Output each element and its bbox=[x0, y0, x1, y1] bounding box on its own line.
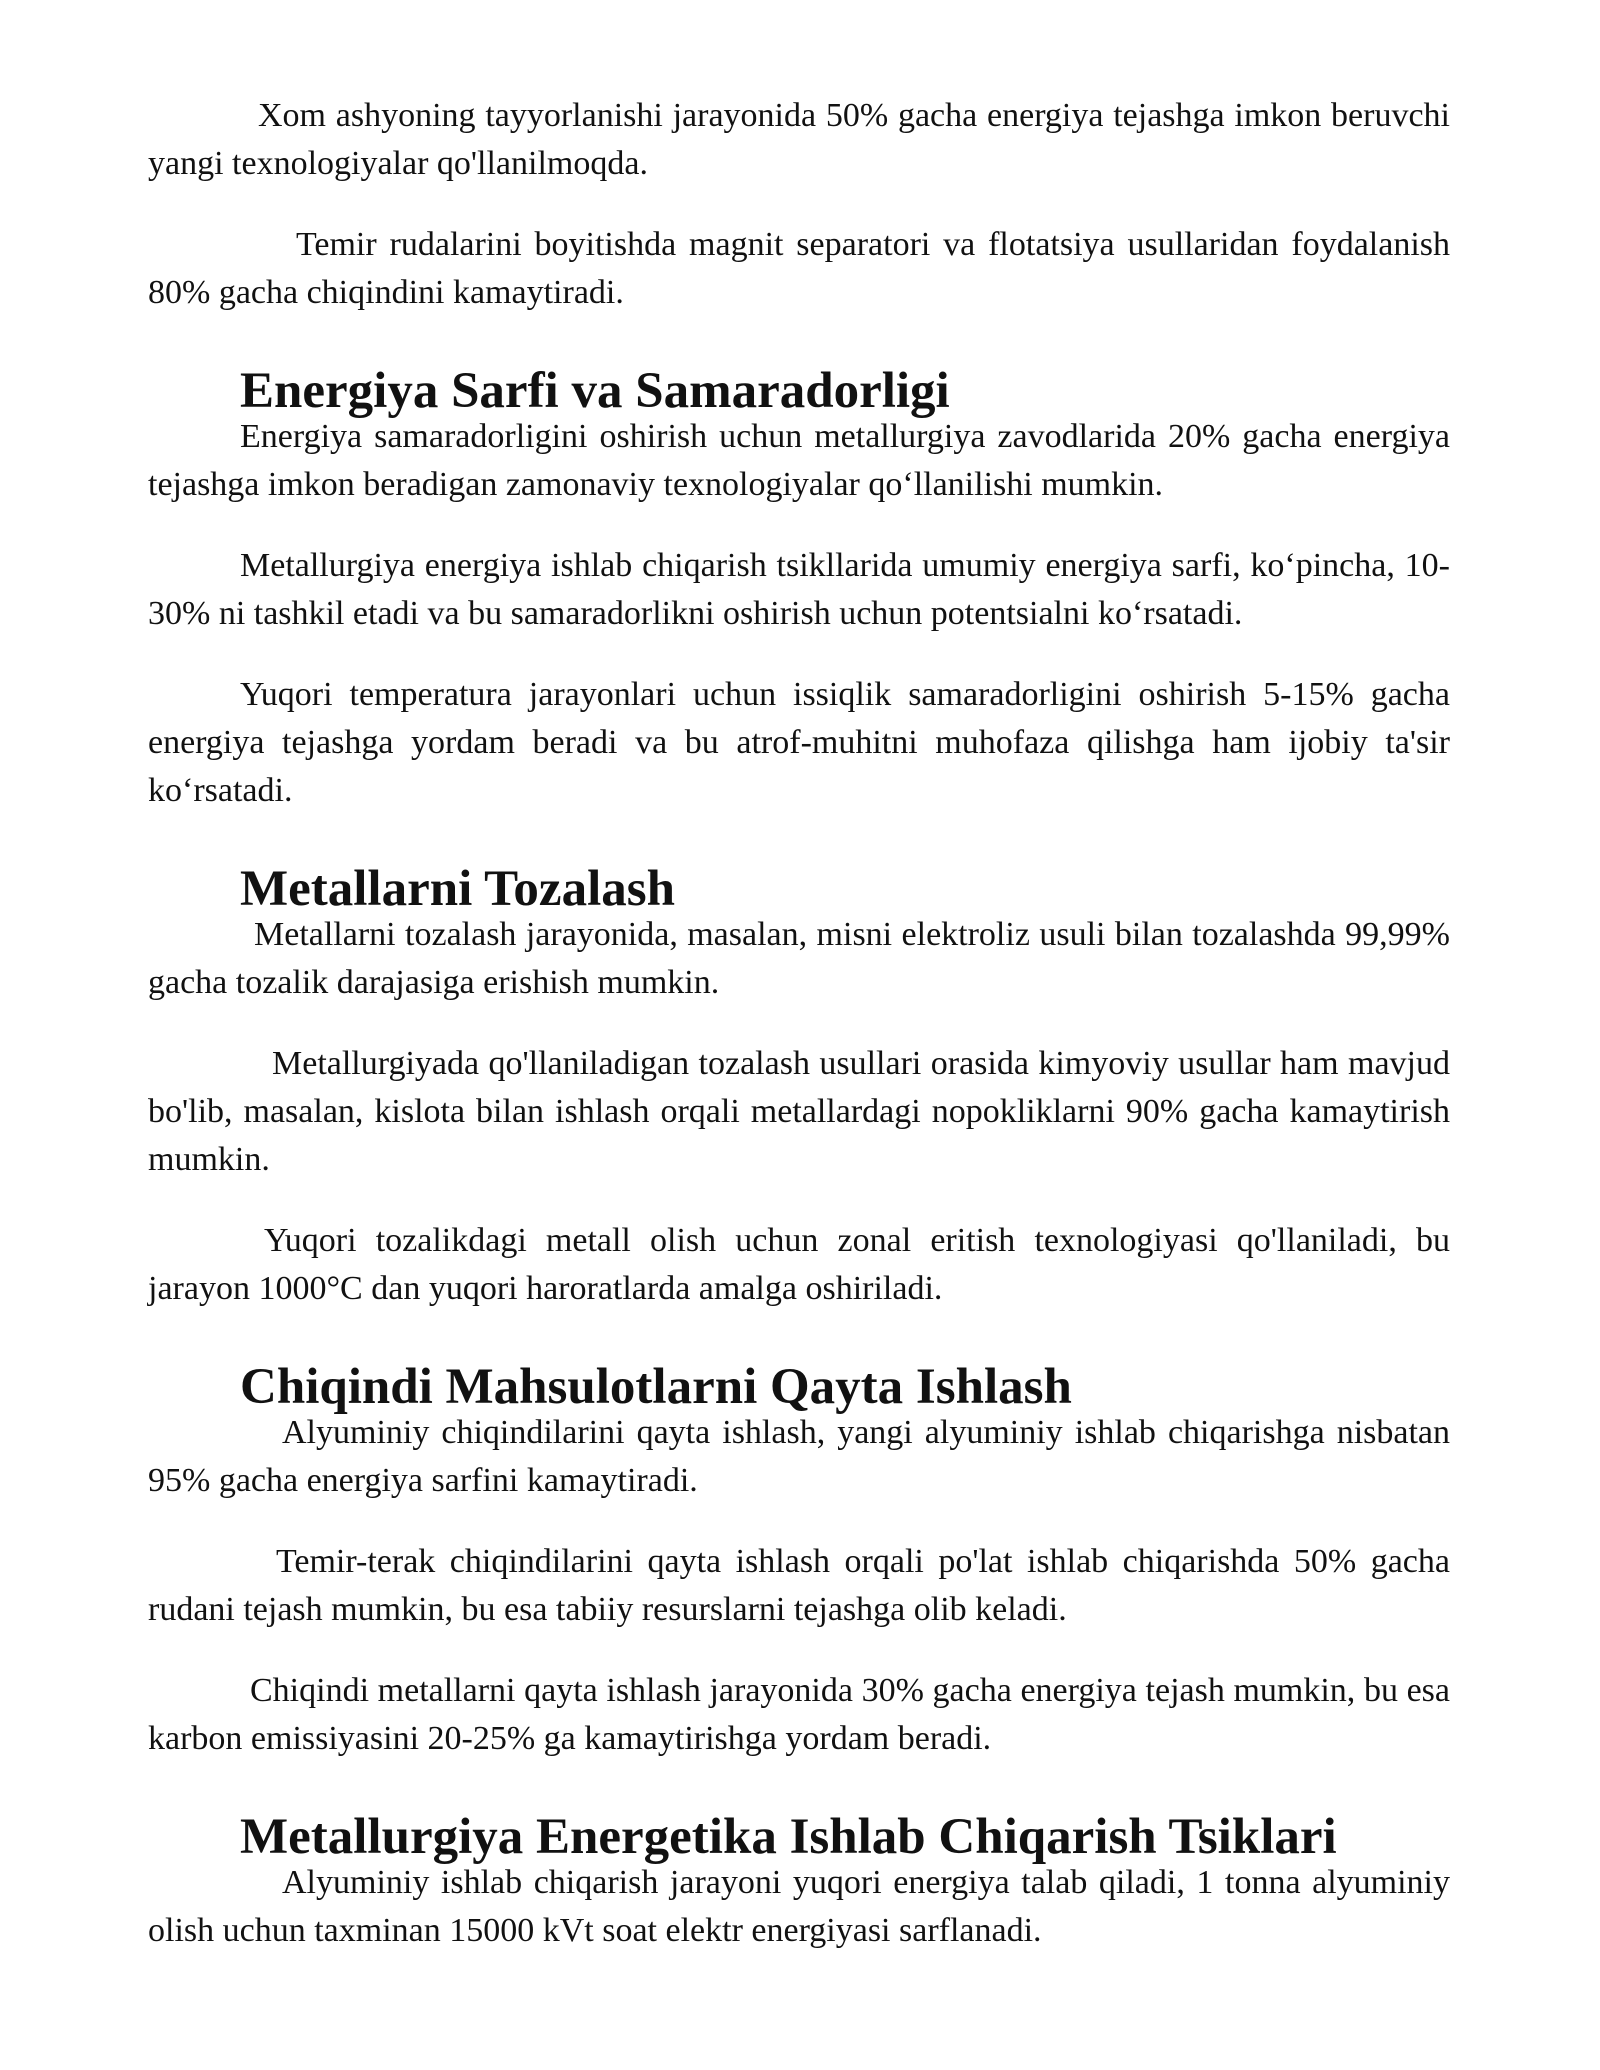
section-heading: Metallarni Tozalash bbox=[240, 861, 675, 917]
paragraph: Chiqindi metallarni qayta ishlash jarayonida 30% gacha energiya tejash mumkin, bu esa karbon emissiyasini 20-25% ga kamaytirishga yordam beradi. bbox=[148, 1672, 1450, 1757]
paragraph: Alyuminiy chiqindilarini qayta ishlash, yangi alyuminiy ishlab chiqarishga nisbatan 95% gacha energiya sarfini kamaytiradi. bbox=[148, 1414, 1450, 1499]
paragraph: Metallurgiyada qo'llaniladigan tozalash usullari orasida kimyoviy usullar ham mavjud bo'lib, masalan, kislota bilan ishlash orqali metallardagi nopokliklarni 90% gacha kamaytirish mumkin. bbox=[148, 1045, 1450, 1178]
paragraph: Yuqori tozalikdagi metall olish uchun zonal eritish texnologiyasi qo'llaniladi, bu jarayon 1000°C dan yuqori haroratlarda amalga oshiriladi. bbox=[148, 1222, 1450, 1307]
document-page bbox=[148, 92, 1450, 1988]
paragraph: Metallarni tozalash jarayonida, masalan, misni elektroliz usuli bilan tozalashda 99,99% gacha tozalik darajasiga erishish mumkin. bbox=[148, 916, 1450, 1001]
paragraph: Energiya samaradorligini oshirish uchun metallurgiya zavodlarida 20% gacha energiya tejashga imkon beradigan zamonaviy texnologiyalar qo‘llanilishi mumkin. bbox=[148, 418, 1450, 503]
section-heading: Chiqindi Mahsulotlarni Qayta Ishlash bbox=[240, 1359, 1072, 1415]
paragraph: Temir rudalarini boyitishda magnit separatori va flotatsiya usullaridan foydalanish 80% gacha chiqindini kamaytiradi. bbox=[148, 226, 1450, 311]
section-heading: Energiya Sarfi va Samaradorligi bbox=[240, 363, 950, 419]
section-heading: Metallurgiya Energetika Ishlab Chiqarish Tsiklari bbox=[240, 1809, 1337, 1865]
paragraph: Temir-terak chiqindilarini qayta ishlash orqali po'lat ishlab chiqarishda 50% gacha rudani tejash mumkin, bu esa tabiiy resurslarni tejashga olib keladi. bbox=[148, 1543, 1450, 1628]
paragraph: Yuqori temperatura jarayonlari uchun issiqlik samaradorligini oshirish 5-15% gacha energiya tejashga yordam beradi va bu atrof-muhitni muhofaza qilishga ham ijobiy ta'sir ko‘rsatadi. bbox=[148, 676, 1450, 809]
paragraph: Alyuminiy ishlab chiqarish jarayoni yuqori energiya talab qiladi, 1 tonna alyuminiy olish uchun taxminan 15000 kVt soat elektr energiyasi sarflanadi. bbox=[148, 1864, 1450, 1949]
paragraph: Metallurgiya energiya ishlab chiqarish tsikllarida umumiy energiya sarfi, ko‘pincha, 10-30% ni tashkil etadi va bu samaradorlikni oshirish uchun potentsialni ko‘rsatadi. bbox=[148, 547, 1450, 632]
paragraph: Xom ashyoning tayyorlanishi jarayonida 50% gacha energiya tejashga imkon beruvchi yangi texnologiyalar qo'llanilmoqda. bbox=[148, 97, 1450, 182]
